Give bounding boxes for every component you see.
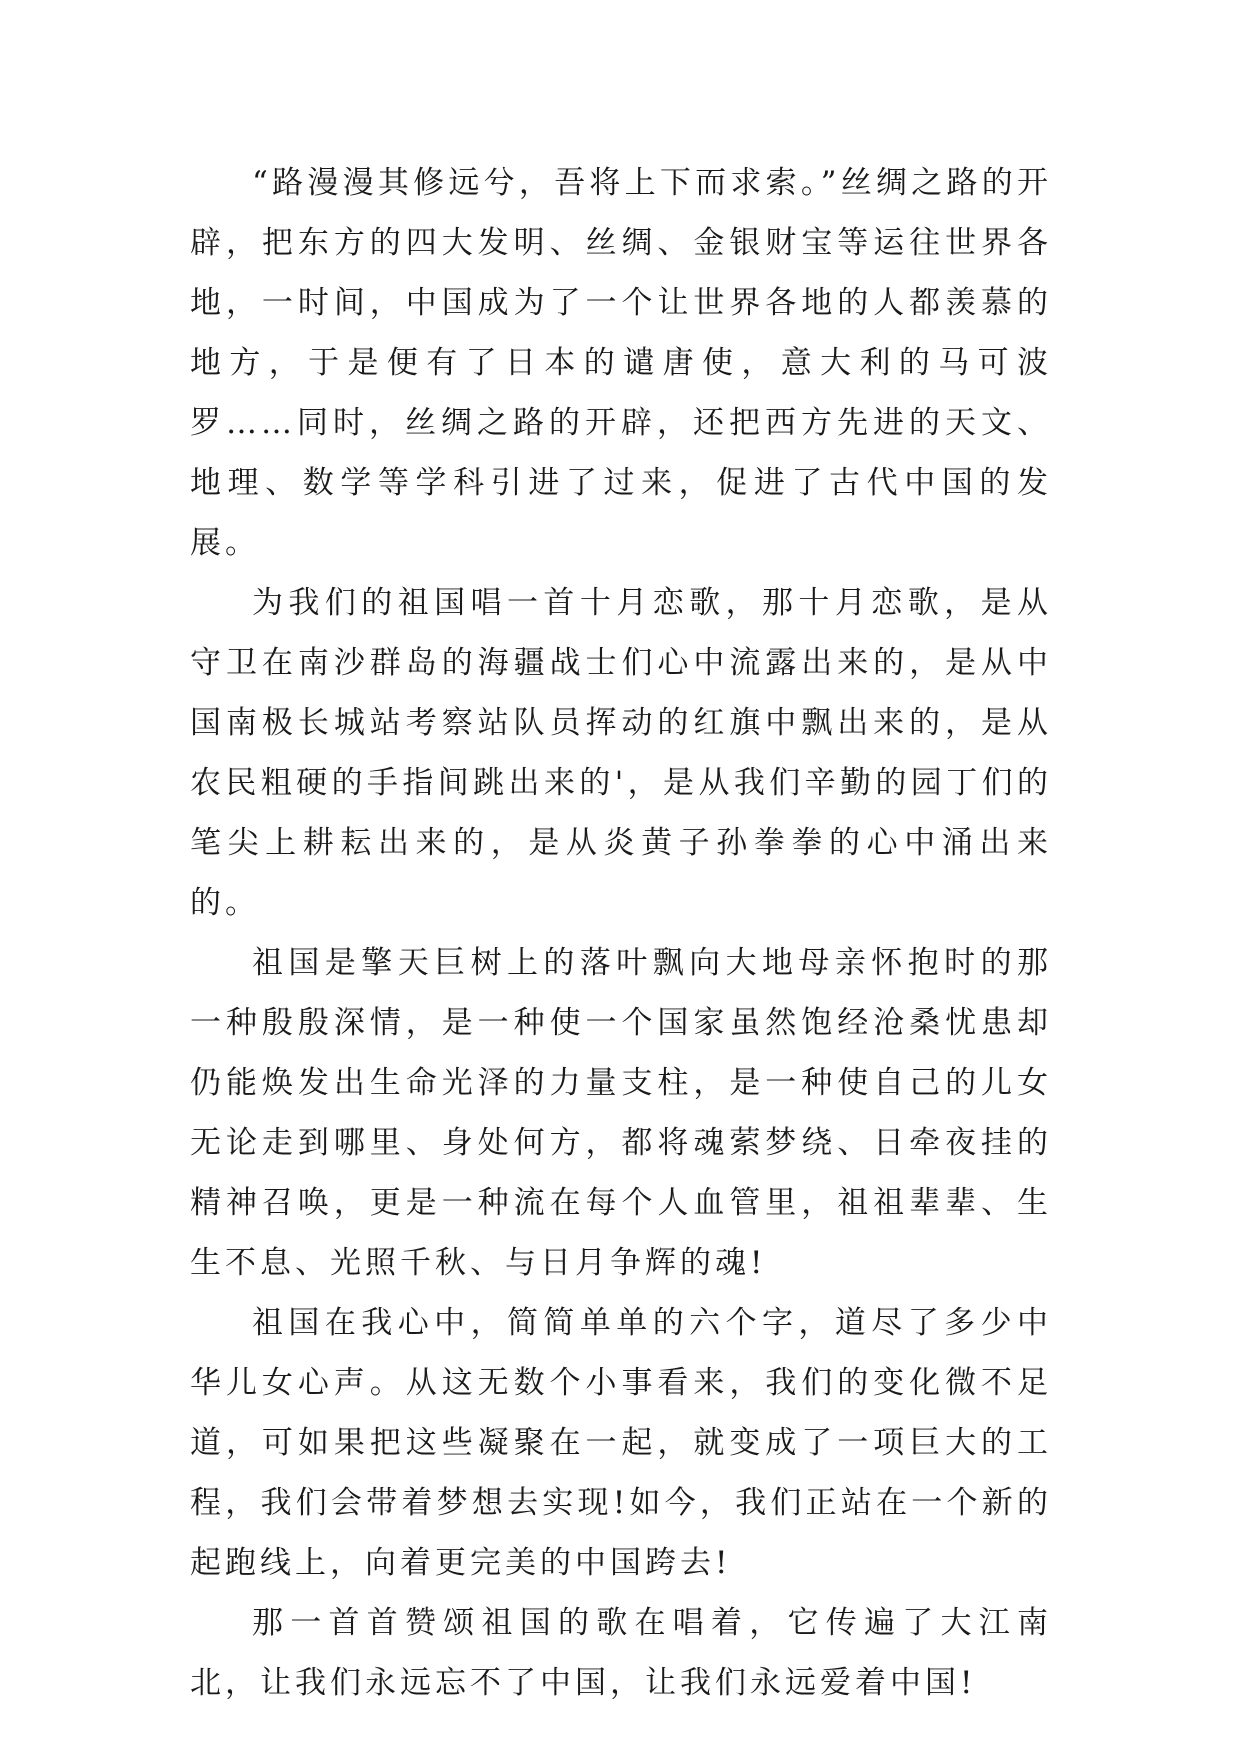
paragraph-songs-of-praise: 那一首首赞颂祖国的歌在唱着，它传遍了大江南北，让我们永远忘不了中国，让我们永远爱着中国! (190, 1605, 1052, 1701)
paragraph-october-song: 为我们的祖国唱一首十月恋歌，那十月恋歌，是从守卫在南沙群岛的海疆战士们心中流露出来的，是从中国南极长城站考察站队员挥动的红旗中飘出来的，是从农民粗硬的手指间跳出来的'，是从我们辛勤的园丁们的笔尖上耕耘出来的，是从炎黄子孙拳拳的心中涌出来的。 (190, 585, 1052, 921)
paragraph-motherland-spirit: 祖国是擎天巨树上的落叶飘向大地母亲怀抱时的那一种殷殷深情，是一种使一个国家虽然饱经沧桑忧患却仍能焕发出生命光泽的力量支柱，是一种使自己的儿女无论走到哪里、身处何方，都将魂萦梦绕、日牵夜挂的精神召唤，更是一种流在每个人血管里，祖祖辈辈、生生不息、光照千秋、与日月争辉的魂! (190, 945, 1052, 1281)
paragraph-silk-road: “路漫漫其修远兮，吾将上下而求索。”丝绸之路的开辟，把东方的四大发明、丝绸、金银财宝等运往世界各地，一时间，中国成为了一个让世界各地的人都羡慕的地方，于是便有了日本的谴唐使，意大利的马可波罗……同时，丝绸之路的开辟，还把西方先进的天文、地理、数学等学科引进了过来，促进了古代中国的发展。 (190, 165, 1052, 561)
paragraph-motherland-in-heart: 祖国在我心中，简简单单的六个字，道尽了多少中华儿女心声。从这无数个小事看来，我们的变化微不足道，可如果把这些凝聚在一起，就变成了一项巨大的工程，我们会带着梦想去实现!如今，我们正站在一个新的起跑线上，向着更完美的中国跨去! (190, 1305, 1052, 1581)
essay-body (190, 153, 1052, 1713)
